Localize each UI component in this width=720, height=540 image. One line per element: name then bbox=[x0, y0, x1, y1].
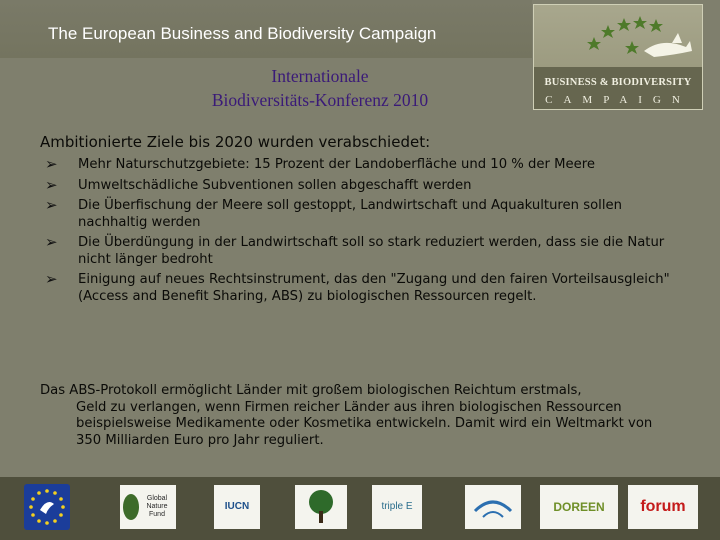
doreen-logo-text: DOREEN bbox=[553, 500, 605, 514]
forum-logo-text: forum bbox=[640, 498, 686, 515]
triple-e-logo bbox=[372, 485, 422, 529]
tree-logo bbox=[295, 485, 347, 529]
arrowhead-bullet-icon: ➢ bbox=[45, 233, 58, 251]
list-item-text: Einigung auf neues Rechtsinstrument, das den "Zugang und den fairen Vorteilsausgleich" (Access and Benefit Sharing, ABS) zu biologischen Ressourcen regelt. bbox=[78, 272, 670, 304]
arrowhead-bullet-icon: ➢ bbox=[45, 155, 58, 173]
goals-list bbox=[40, 157, 680, 305]
conference-title-line1: Internationale bbox=[271, 66, 369, 86]
list-item bbox=[40, 198, 680, 231]
title-bar bbox=[0, 0, 532, 58]
abs-paragraph-first-line: Das ABS-Protokoll ermöglicht Länder mit großem biologischen Reichtum erstmals, bbox=[40, 383, 582, 398]
gnf-logo-text: Global Nature Fund bbox=[146, 495, 168, 518]
list-item bbox=[40, 175, 680, 195]
leaf-icon bbox=[122, 492, 140, 522]
logo-emblem bbox=[534, 5, 702, 67]
campaign-title: The European Business and Biodiversity Campaign bbox=[48, 24, 437, 43]
list-item-text: Die Überfischung der Meere soll gestoppt, Landwirtschaft und Aquakulturen sollen nachhaltig werden bbox=[78, 198, 622, 230]
eu-life-logo bbox=[24, 484, 70, 530]
stars-icon bbox=[574, 11, 694, 65]
arrowhead-bullet-icon: ➢ bbox=[45, 270, 58, 288]
doreen-logo bbox=[540, 485, 618, 529]
list-item-text: Die Überdüngung in der Landwirtschaft soll so stark reduziert werden, dass sie die Natur nicht länger bedroht bbox=[78, 235, 665, 267]
list-item-text: Umweltschädliche Subventionen sollen abgeschafft werden bbox=[78, 177, 472, 193]
abs-paragraph-rest: Geld zu verlangen, wenn Firmen reicher Länder aus ihren biologischen Ressourcen beispielsweise Medikamente oder Kosmetika entwickeln. Damit wird ein Weltmarkt von 350 Milliarden Euro pro Jahr reguliert. bbox=[76, 399, 653, 448]
conference-title bbox=[160, 64, 480, 112]
logo-text-campaign: CAMPAIGN bbox=[545, 94, 691, 106]
bird-logo bbox=[465, 485, 521, 529]
arrowhead-bullet-icon: ➢ bbox=[45, 175, 58, 194]
list-item-text: Mehr Naturschutzgebiete: 15 Prozent der Landoberfläche und 10 % der Meere bbox=[78, 157, 595, 172]
iucn-logo bbox=[214, 485, 260, 529]
iucn-logo-text: IUCN bbox=[224, 501, 250, 512]
global-nature-fund-logo bbox=[120, 485, 176, 529]
tree-icon bbox=[301, 487, 341, 527]
abs-paragraph bbox=[40, 383, 680, 449]
list-item bbox=[40, 235, 680, 268]
intro-text: Ambitionierte Ziele bis 2020 wurden verabschiedet: bbox=[40, 133, 431, 151]
list-item bbox=[40, 157, 680, 174]
triple-e-logo-text: triple E bbox=[381, 501, 413, 512]
partner-logos-footer bbox=[0, 477, 720, 540]
list-item bbox=[40, 272, 680, 305]
forum-logo bbox=[628, 485, 698, 529]
arrowhead-bullet-icon: ➢ bbox=[45, 196, 58, 214]
eu-stars-icon bbox=[24, 484, 70, 530]
conference-title-line2: Biodiversitäts-Konferenz 2010 bbox=[211, 90, 429, 110]
campaign-logo bbox=[533, 4, 703, 110]
logo-text-business: BUSINESS & BIODIVERSITY bbox=[544, 77, 692, 88]
bird-icon bbox=[469, 489, 517, 525]
main-content bbox=[40, 133, 680, 309]
